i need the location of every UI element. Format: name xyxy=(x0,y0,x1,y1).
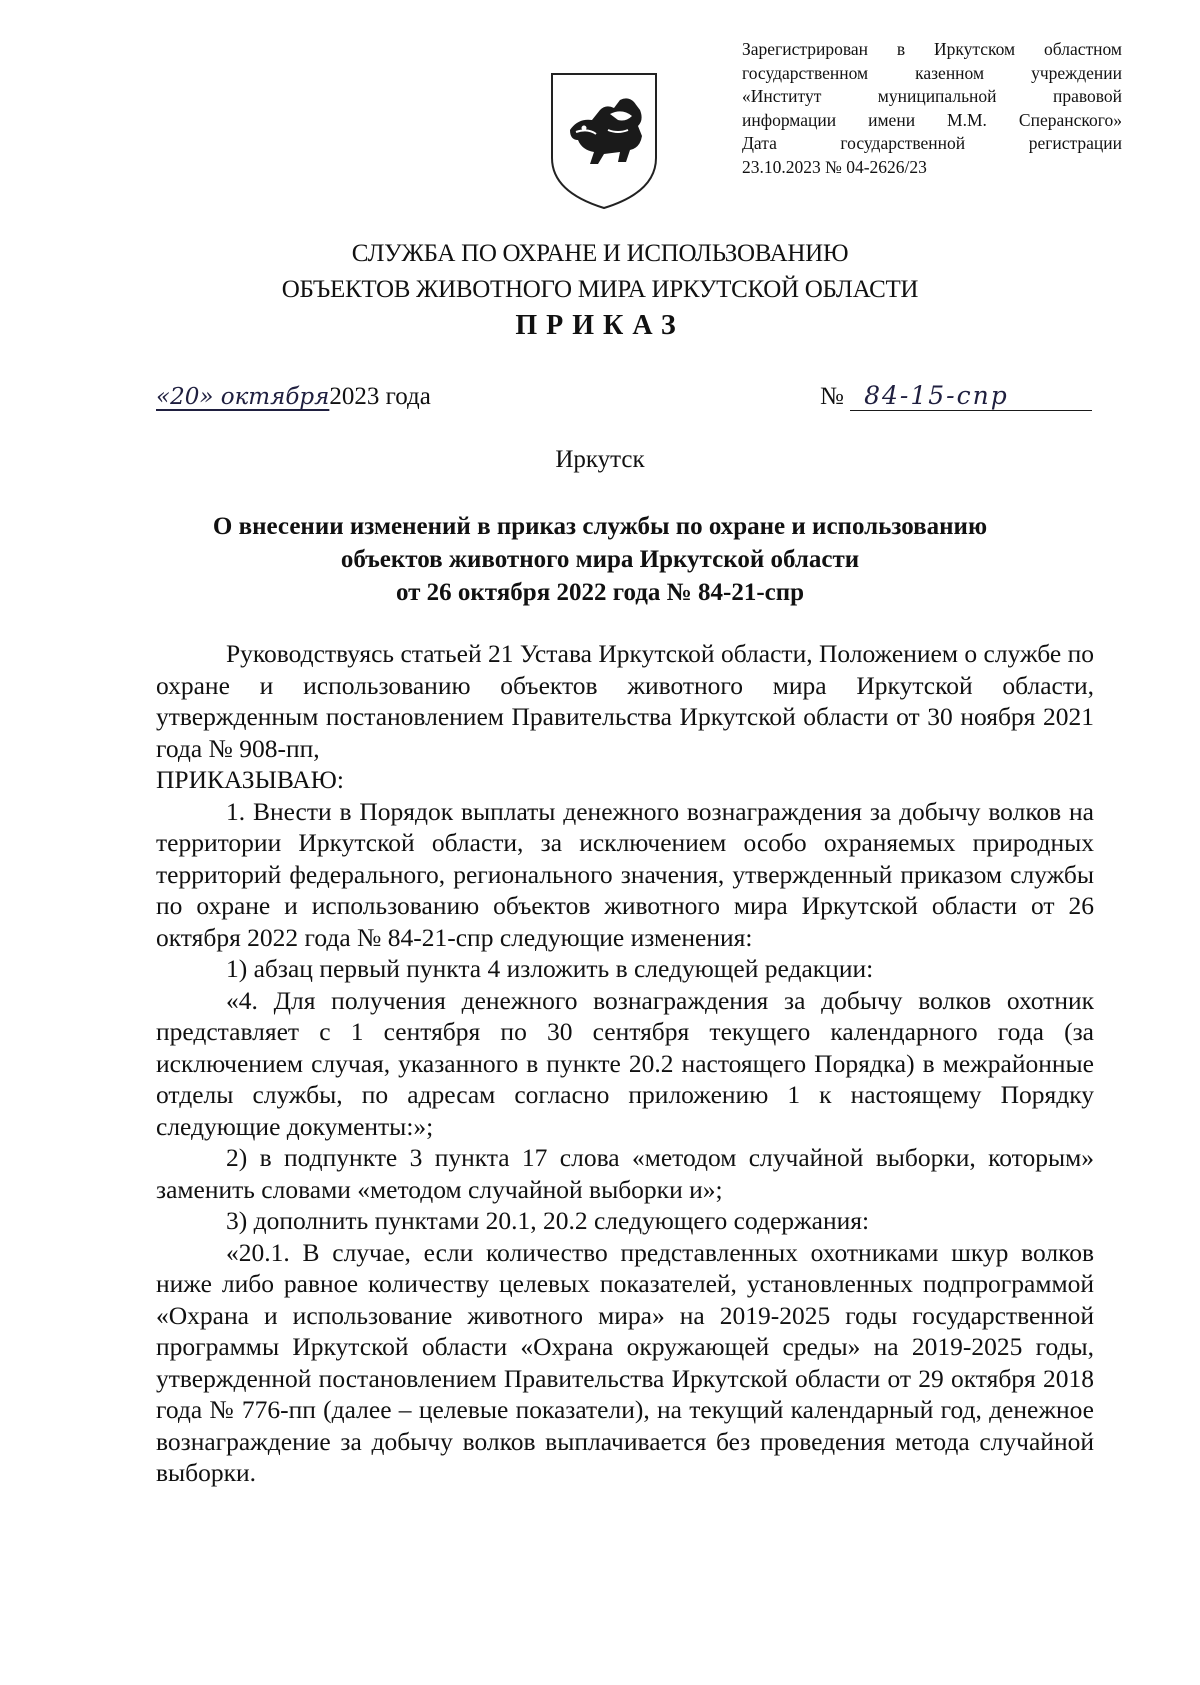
heading-line: объектов животного мира Иркутской области xyxy=(340,546,860,573)
order-date xyxy=(156,383,431,411)
subitem-3-paragraph: 3) дополнить пунктами 20.1, 20.2 следующего содержания: xyxy=(226,1206,870,1235)
number-prefix: № xyxy=(820,383,844,410)
order-title: ПРИКАЗ xyxy=(515,310,685,341)
registration-line: 23.10.2023 № 04-2626/23 xyxy=(742,156,927,177)
handwritten-date: «20» октября xyxy=(156,384,330,410)
registration-line: Зарегистрирован в Иркутском областном xyxy=(742,39,1122,59)
subitem-1-paragraph: 1) абзац первый пункта 4 изложить в следующей редакции: xyxy=(226,954,874,983)
preamble-paragraph: Руководствуясь статьей 21 Устава Иркутской области, Положением о службе по охране и использованию объектов животного мира Иркутской области, утвержденным постановлением Правительства Иркутской области от 30 ноября 2021 года № 908-пп, xyxy=(156,639,1094,763)
irkutsk-coat-of-arms-icon xyxy=(548,70,660,212)
handwritten-number: 84-15-спр xyxy=(850,381,1092,411)
quote-1-paragraph: «4. Для получения денежного вознаграждения за добычу волков охотник представляет с 1 сентября по 30 сентября текущего календарного года (за исключением случая, указанного в пункте 20.2 настоящего Порядка) в межрайонные отделы службы, по адресам согласно приложению 1 к настоящему Порядку следующие документы:»; xyxy=(156,985,1094,1141)
order-heading xyxy=(150,510,1050,609)
quote-2-paragraph: «20.1. В случае, если количество представленных охотниками шкур волков ниже либо равное количеству целевых показателей, установленных подпрограммой «Охрана и использование животного мира» на 2019-2025 годы государственной программы Иркутской области «Охрана окружающей среды» на 2019-2025 годы, утвержденной постановлением Правительства Иркутской области от 29 октября 2018 года № 776-пп (далее – целевые показатели), на текущий календарный год, денежное вознаграждение за добычу волков выплачивается без проведения метода случайной выборки. xyxy=(156,1237,1094,1487)
agency-line: СЛУЖБА ПО ОХРАНЕ И ИСПОЛЬЗОВАНИЮ xyxy=(351,240,849,267)
item-1-paragraph: 1. Внести в Порядок выплаты денежного вознаграждения за добычу волков на территории Иркутской области, за исключением особо охраняемых природных территорий федерального, регионального значения, утвержденный приказом службы по охране и использованию объектов животного мира Иркутской области от 26 октября 2022 года № 84-21-спр следующие изменения: xyxy=(156,796,1094,952)
subitem-2-paragraph: 2) в подпункте 3 пункта 17 слова «методом случайной выборки, которым» заменить словами «методом случайной выборки и»; xyxy=(156,1143,1094,1204)
registration-line: информации имени М.М. Сперанского» xyxy=(742,109,1122,130)
heading-line: от 26 октября 2022 года № 84-21-спр xyxy=(395,579,805,606)
order-body xyxy=(156,638,1094,1489)
registration-line: «Институт муниципальной правовой xyxy=(742,86,1122,106)
order-number xyxy=(820,381,1092,411)
heading-line: О внесении изменений в приказ службы по охране и использованию xyxy=(212,513,988,540)
registration-line: Дата государственной регистрации xyxy=(742,133,1122,153)
city: Иркутск xyxy=(555,446,645,473)
registration-line: государственном казенном учреждении xyxy=(742,62,1122,83)
agency-name xyxy=(0,236,1200,308)
agency-line: ОБЪЕКТОВ ЖИВОТНОГО МИРА ИРКУТСКОЙ ОБЛАСТИ xyxy=(281,276,919,303)
date-year: 2023 года xyxy=(329,383,431,410)
order-word: ПРИКАЗЫВАЮ: xyxy=(156,765,344,794)
registration-note xyxy=(742,38,1122,179)
